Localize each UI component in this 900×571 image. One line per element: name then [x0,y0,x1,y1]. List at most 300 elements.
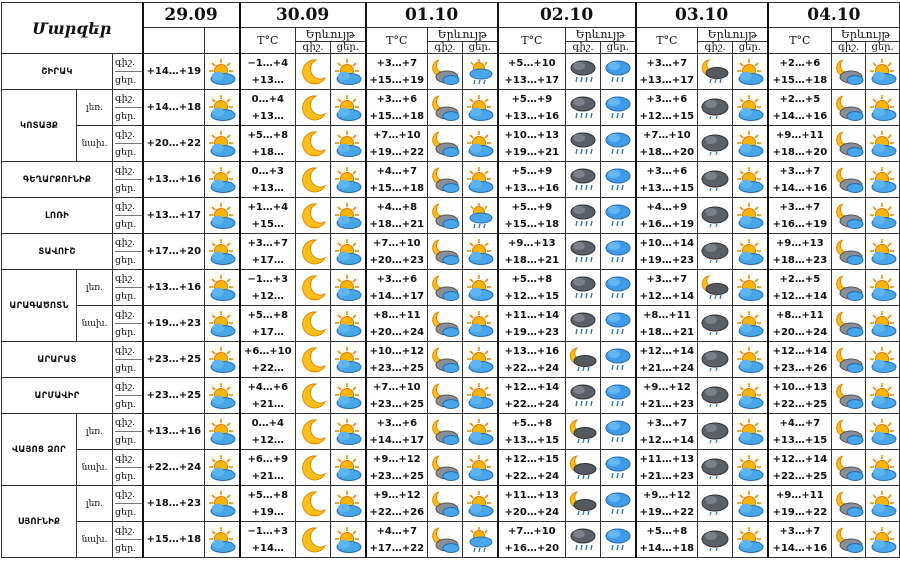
moon-cloud-icon [832,90,866,126]
moon-cloud-icon [832,486,866,522]
phenomenon-header: Երևույթ [296,28,366,42]
sun-cloud-icon [205,342,240,378]
temp-day: +14…+18 [639,542,695,554]
temp-day: +13…+16 [143,270,205,306]
moon-cloud-icon [428,234,463,270]
moon-cloud-icon [832,270,866,306]
temp-day: +13…+17 [504,74,560,86]
temp-night: +3…+7 [646,417,688,429]
rain-cloud-icon [566,54,601,90]
temp-range [240,234,296,270]
rain-drops-icon [601,450,636,486]
temp-day: +22…+25 [772,470,828,482]
temp-night: +5…+8 [247,309,289,321]
temp-night: +11…+13 [639,453,695,465]
temp-day: +23…+25 [143,342,205,378]
day-night-label [113,54,143,90]
sun-cloud-icon [205,162,240,198]
temp-day: +19…+22 [639,506,695,518]
temp-day: +19… [251,506,284,518]
temp-day: +15…+18 [369,110,425,122]
temp-night: +4…+6 [247,381,289,393]
sun-cloud-icon [866,270,900,306]
temp-day: +19…+21 [504,146,560,158]
temp-range [366,306,428,342]
date-row [2,3,900,28]
temp-night: +9…+13 [776,237,824,249]
zone-label: լեռ. [77,90,113,126]
sun-cloud-icon [331,270,366,306]
temp-day: +16…+19 [639,218,695,230]
day-label: ցեր. [115,183,137,194]
temp-night: +12…+14 [639,345,695,357]
zone-label: նախ. [77,450,113,486]
moon-icon [296,234,331,270]
sun-cloud-icon [331,234,366,270]
temp-day: +20…+22 [143,126,205,162]
temp-range [636,198,698,234]
sun-cloud-icon [463,414,498,450]
temp-day: +22…+26 [369,506,425,518]
temp-day: +19…+23 [639,254,695,266]
moon-rain-icon [566,342,601,378]
rain-drops-icon [601,198,636,234]
temp-day: +13…+16 [504,110,560,122]
sun-cloud-icon [205,54,240,90]
moon-rain-icon [566,450,601,486]
zone-label: նախ. [77,522,113,558]
temp-night: +5…+8 [247,129,289,141]
temp-night: +7…+10 [372,237,421,249]
temp-day: +14…+16 [772,110,828,122]
temp-range [636,54,698,90]
sun-cloud-icon [205,126,240,162]
moon-cloud-icon [832,198,866,234]
temp-range [768,90,832,126]
sun-cloud-icon [331,342,366,378]
temp-range [240,486,296,522]
night-label: գիշ. [115,342,142,360]
sun-cloud-icon [331,162,366,198]
sun-cloud-icon [733,126,768,162]
forecast-row [2,450,900,486]
sun-cloud-icon [733,306,768,342]
moon-rain-icon [566,414,601,450]
temp-night: +3…+6 [376,93,418,105]
temp-night: +4…+9 [646,201,688,213]
temp-day: +20…+23 [369,254,425,266]
moon-icon [296,126,331,162]
sun-cloud-icon [205,450,240,486]
phenomenon-header: Երևույթ [566,28,636,42]
temp-night: +12…+14 [504,381,560,393]
temp-day: +15…+18 [369,182,425,194]
forecast-row [2,306,900,342]
region-name: ԱՐԱՐԱՏ [2,342,113,378]
forecast-row [2,90,900,126]
temp-range [768,414,832,450]
day-label: ցեր. [115,291,137,302]
temp-day: +17… [251,326,284,338]
zone-label: լեռ. [77,270,113,306]
sun-cloud-icon [463,486,498,522]
sun-cloud-icon [205,414,240,450]
moon-cloud-icon [428,270,463,306]
temp-night: +10…+12 [369,345,425,357]
temp-range [636,270,698,306]
temp-day: +18…+21 [639,326,695,338]
sun-cloud-icon [463,342,498,378]
temp-day: +13… [251,74,284,86]
sun-cloud-icon [205,90,240,126]
moon-icon [296,306,331,342]
moon-icon [296,414,331,450]
temp-range [768,54,832,90]
sun-cloud-icon [866,342,900,378]
day-label: ցեր. [115,363,137,374]
moon-cloud-icon [428,162,463,198]
phenomenon-header: Երևույթ [698,28,768,42]
temp-day: +13…+16 [143,414,205,450]
temp-night: +10…+13 [504,129,560,141]
temp-night: +1…+4 [247,201,289,213]
night-label: գիշ. [115,486,142,504]
temp-header: T°C [768,28,832,54]
temp-range [768,522,832,558]
cloud-icon [698,378,733,414]
temp-day: +22…+24 [504,398,560,410]
temp-day: +14…+18 [143,90,205,126]
temp-night: +2…+6 [779,57,821,69]
temp-day: +18…+20 [639,146,695,158]
sun-cloud-rain-icon [463,522,498,558]
temp-range [636,378,698,414]
temp-range [636,342,698,378]
temp-night: +9…+12 [372,489,421,501]
moon-rain-icon [698,54,733,90]
sun-cloud-icon [463,126,498,162]
temp-night: +5…+8 [646,525,688,537]
night-header: գիշ. [296,42,331,54]
day-night-label [113,90,143,126]
temp-night: +9…+13 [508,237,556,249]
rain-cloud-icon [566,306,601,342]
temp-night: +5…+8 [511,417,553,429]
temp-night: +12…+14 [772,453,828,465]
temp-range [240,270,296,306]
day-night-label [113,270,143,306]
temp-day: +12…+14 [639,434,695,446]
sun-cloud-icon [463,378,498,414]
forecast-row [2,126,900,162]
day-night-label [113,126,143,162]
sun-cloud-icon [463,450,498,486]
temp-day: +23…+25 [143,378,205,414]
temp-night: +8…+11 [776,309,824,321]
sun-cloud-icon [866,306,900,342]
temp-day: +14…+17 [369,434,425,446]
temp-range [366,450,428,486]
temp-day: +15… [251,218,284,230]
rain-drops-icon [601,90,636,126]
blank-cell [143,28,205,54]
temp-range [366,126,428,162]
temp-range [498,126,566,162]
temp-day: +15…+18 [504,218,560,230]
night-label: գիշ. [115,270,142,288]
temp-night: +3…+6 [376,273,418,285]
sun-cloud-icon [866,486,900,522]
day-night-label [113,162,143,198]
sun-cloud-icon [331,522,366,558]
sun-cloud-icon [331,414,366,450]
sun-cloud-icon [733,162,768,198]
temp-day: +22…+24 [143,450,205,486]
sun-cloud-icon [866,162,900,198]
temp-day: +13…+15 [639,182,695,194]
temp-night: +3…+6 [646,93,688,105]
day-header: ցեր. [601,42,636,54]
zone-label: լեռ. [77,414,113,450]
temp-day: +20…+24 [504,506,560,518]
temp-night: +4…+7 [376,525,418,537]
night-label: գիշ. [115,378,142,396]
temp-range [636,522,698,558]
moon-cloud-icon [428,522,463,558]
temp-range [366,414,428,450]
temp-range [498,90,566,126]
temp-range [768,450,832,486]
moon-cloud-icon [832,522,866,558]
day-night-label [113,306,143,342]
night-label: գիշ. [115,414,142,432]
temp-range [240,522,296,558]
moon-icon [296,342,331,378]
sun-cloud-icon [331,450,366,486]
night-header: գիշ. [832,42,866,54]
sun-cloud-icon [205,522,240,558]
day-night-label [113,522,143,558]
temp-night: +5…+8 [247,489,289,501]
temp-range [498,378,566,414]
temp-day: +19…+22 [772,506,828,518]
temp-night: +3…+7 [646,273,688,285]
region-name: ԱՐՄԱՎԻՐ [2,378,113,414]
temp-day: +12… [251,434,284,446]
temp-range [498,162,566,198]
temp-range [240,414,296,450]
day-header: ցեր. [866,42,900,54]
sun-cloud-icon [733,54,768,90]
moon-cloud-icon [428,450,463,486]
sun-cloud-icon [463,234,498,270]
sun-cloud-icon [331,54,366,90]
sun-cloud-icon [205,486,240,522]
rain-drops-icon [601,414,636,450]
temp-range [240,198,296,234]
night-label: գիշ. [115,54,142,72]
forecast-row [2,162,900,198]
temp-day: +13… [251,182,284,194]
temp-night: +9…+12 [643,381,691,393]
temp-range [768,270,832,306]
temp-range [636,414,698,450]
sun-cloud-icon [205,378,240,414]
cloud-icon [698,90,733,126]
phenomenon-header: Երևույթ [428,28,498,42]
temp-range [498,270,566,306]
night-label: գիշ. [115,126,142,144]
temp-range [636,90,698,126]
day-label: ցեր. [115,219,137,230]
moon-cloud-icon [428,90,463,126]
temp-range [768,198,832,234]
temp-night: +5…+10 [508,57,556,69]
rain-drops-icon [601,342,636,378]
cloud-icon [698,522,733,558]
night-label: գիշ. [115,90,142,108]
temp-day: +23…+26 [772,362,828,374]
temp-range [768,162,832,198]
day-label: ցեր. [115,471,137,482]
temp-day: +12…+15 [504,290,560,302]
rain-cloud-icon [566,162,601,198]
temp-night: −1…+3 [247,525,289,537]
forecast-row [2,378,900,414]
temp-range [240,306,296,342]
regions-header: Մարզեր [2,3,143,54]
moon-icon [296,378,331,414]
temp-header: T°C [498,28,566,54]
temp-range [768,342,832,378]
temp-night: +4…+8 [376,201,418,213]
temp-day: +21…+24 [639,362,695,374]
sun-cloud-icon [866,234,900,270]
temp-night: +4…+7 [376,165,418,177]
sun-cloud-icon [866,378,900,414]
temp-day: +13… [251,110,284,122]
moon-cloud-icon [428,414,463,450]
rain-cloud-icon [566,198,601,234]
temp-night: +7…+10 [508,525,556,537]
temp-day: +21…+23 [639,470,695,482]
moon-cloud-icon [428,198,463,234]
temp-day: +16…+20 [504,542,560,554]
temp-night: +3…+7 [779,165,821,177]
moon-cloud-icon [428,306,463,342]
temp-range [636,450,698,486]
temp-range [498,414,566,450]
day-night-label [113,378,143,414]
temp-night: +9…+11 [776,489,824,501]
temp-day: +18…+21 [504,254,560,266]
sun-cloud-icon [866,198,900,234]
sun-cloud-icon [733,342,768,378]
region-name: ԿՈՏԱՅՔ [2,90,77,162]
region-name: ՍՅՈՒՆԻՔ [2,486,77,558]
temp-day: +23…+25 [369,362,425,374]
temp-day: +17… [251,254,284,266]
temp-range [498,450,566,486]
night-label: գիշ. [115,450,142,468]
temp-night: +4…+7 [779,417,821,429]
temp-day: +14…+16 [772,182,828,194]
temp-night: +6…+9 [247,453,289,465]
temp-night: +7…+10 [643,129,691,141]
temp-day: +16…+19 [772,218,828,230]
temp-night: +5…+9 [511,201,553,213]
day-label: ցեր. [115,327,137,338]
temp-day: +19…+23 [504,326,560,338]
temp-range [240,54,296,90]
sun-cloud-icon [866,522,900,558]
temp-range [498,306,566,342]
moon-icon [296,90,331,126]
temp-range [636,162,698,198]
temp-day: +13…+15 [772,434,828,446]
rain-drops-icon [601,378,636,414]
day-label: ցեր. [115,111,137,122]
moon-cloud-icon [832,378,866,414]
temp-night: +3…+7 [779,525,821,537]
sun-cloud-icon [733,234,768,270]
temp-night: +5…+9 [511,165,553,177]
moon-cloud-icon [832,342,866,378]
moon-icon [296,54,331,90]
moon-cloud-icon [428,54,463,90]
temp-night: +3…+7 [376,57,418,69]
sun-cloud-icon [331,486,366,522]
cloud-icon [698,162,733,198]
date-header: 01.10 [366,3,498,28]
temp-range [498,342,566,378]
moon-icon [296,162,331,198]
temp-day: +18…+23 [143,486,205,522]
date-header: 30.09 [240,3,366,28]
cloud-icon [698,450,733,486]
forecast-row [2,270,900,306]
day-label: ցեր. [115,147,137,158]
temp-day: +22…+25 [772,398,828,410]
temp-day: +20…+24 [772,326,828,338]
sun-cloud-icon [866,126,900,162]
temp-night: +2…+5 [779,273,821,285]
temp-header: T°C [366,28,428,54]
temp-range [498,486,566,522]
sun-cloud-icon [331,378,366,414]
night-label: գիշ. [115,198,142,216]
temp-day: +22…+24 [504,362,560,374]
temp-day: +21… [251,470,284,482]
temp-day: +19…+22 [369,146,425,158]
sun-cloud-icon [205,198,240,234]
temp-day: +17…+22 [369,542,425,554]
sun-cloud-icon [866,414,900,450]
temp-day: +22…+24 [504,470,560,482]
temp-day: +21… [251,398,284,410]
day-night-label [113,234,143,270]
temp-range [768,486,832,522]
temp-range [636,486,698,522]
cloud-icon [698,126,733,162]
moon-icon [296,486,331,522]
moon-cloud-icon [428,126,463,162]
temp-range [366,486,428,522]
day-label: ցեր. [115,255,137,266]
day-label: ցեր. [115,507,137,518]
temp-range [240,378,296,414]
temp-range [636,126,698,162]
